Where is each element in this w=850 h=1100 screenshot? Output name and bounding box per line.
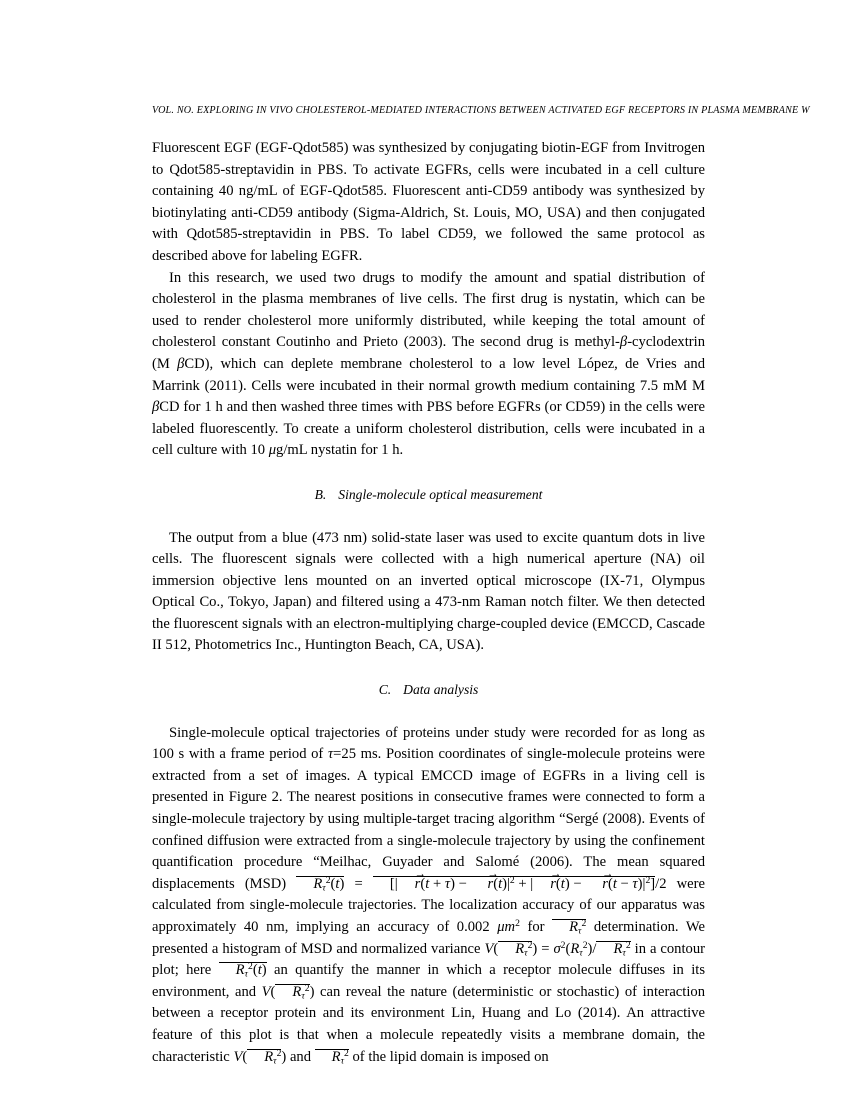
math-lparen: ( bbox=[565, 940, 571, 957]
msd-lhs bbox=[296, 876, 344, 892]
math-tau-sub: τ bbox=[579, 947, 583, 959]
text-column bbox=[152, 138, 705, 1068]
math-div-2: /2 bbox=[655, 875, 667, 892]
p2-text-5: g/mL nystatin for 1 h. bbox=[276, 442, 404, 459]
math-sigma: σ bbox=[553, 940, 561, 957]
math-t: t bbox=[560, 875, 565, 892]
math-tau-sub: τ bbox=[322, 882, 326, 894]
paragraph-optical-setup: The output from a blue (473 nm) solid-state laser was used to excite quantum dots in live cells. The fluorescent signals were collected with a high numerical aperture (NA) oil immersion objective lens mounted on an inverted optical microscope (IX-71, Olympus Optical Co., Tokyo, Japan) and filtered using a 473-nm Raman notch filter. We then detected the fluorescent signals with an electron-multiplying charge-coupled device (EMCCD, Cascade II 512, Photometrics Inc., Huntington Beach, CA, USA). bbox=[152, 529, 705, 654]
math-tau-sub: τ bbox=[244, 968, 248, 980]
math-lparen: ( bbox=[493, 940, 499, 957]
paragraph-data-analysis bbox=[152, 723, 705, 1069]
math-R: R bbox=[313, 875, 323, 892]
math-rparen: ) bbox=[339, 875, 345, 892]
math-R: R bbox=[331, 1048, 341, 1065]
math-rparen: ) bbox=[564, 875, 570, 892]
math-rparen: ) bbox=[637, 875, 643, 892]
math-V: V bbox=[261, 983, 271, 1000]
math-exp-2: 2 bbox=[625, 939, 631, 951]
math-vec-r: r → bbox=[585, 877, 608, 892]
math-exp-2: 2 bbox=[515, 918, 520, 929]
math-tau-sub: τ bbox=[622, 947, 626, 959]
p4-text-5: determination. We presented a histogram of MSD and normalized variance bbox=[152, 919, 705, 957]
math-t: t bbox=[612, 875, 617, 892]
math-V: V bbox=[484, 940, 494, 957]
section-b-title: Single-molecule optical measurement bbox=[338, 486, 543, 502]
beta-symbol: β bbox=[619, 334, 628, 351]
section-heading-c bbox=[152, 679, 705, 701]
math-V: V bbox=[233, 1048, 243, 1065]
math-exp-2: 2 bbox=[325, 874, 331, 886]
p4-text-10: of the lipid domain is imposed on bbox=[348, 1048, 549, 1065]
p4-text-8: can reveal the nature (deterministic or stochastic) of interaction between a receptor protein and its environment Lin, Huang and Lo (2014). An attractive feature of this plot is that when a molecule repeatedly visits a membrane domain, the characteristic bbox=[152, 983, 705, 1065]
math-plus: + bbox=[518, 875, 527, 892]
math-rparen: ) bbox=[309, 983, 315, 1000]
math-exp-2: 2 bbox=[509, 874, 515, 886]
math-abs: | bbox=[394, 875, 398, 892]
mu-m-squared bbox=[497, 919, 520, 935]
math-rparen: ) bbox=[450, 875, 455, 892]
msd-symbol bbox=[596, 941, 630, 957]
p2-text-3: CD), which can deplete membrane cholesterol to a low level López, de Vries and Marrink (2011). Cells were incubated in their normal growth medium containing 7.5 mM M bbox=[152, 355, 705, 394]
math-tau-sub: τ bbox=[273, 1055, 277, 1067]
beta-symbol: β bbox=[152, 399, 160, 416]
math-exp-2: 2 bbox=[645, 874, 651, 886]
paragraph-drug-treatment bbox=[152, 268, 705, 462]
math-exp-2: 2 bbox=[560, 939, 566, 951]
math-plus: + bbox=[432, 875, 442, 892]
p2-text-2: -cyclodextrin (M bbox=[152, 334, 705, 372]
math-tau: τ bbox=[632, 875, 638, 892]
math-exp-2: 2 bbox=[344, 1047, 349, 1059]
math-lparen: ( bbox=[270, 983, 276, 1000]
running-head: VOL. NO. EXPLORING IN VIVO CHOLESTEROL-MEDIATED INTERACTIONS BETWEEN ACTIVATED EGF RECEPTORS IN PLASMA MEMBRANE W bbox=[152, 105, 810, 116]
msd-symbol bbox=[552, 919, 586, 935]
msd-of-t-symbol bbox=[219, 962, 267, 978]
math-abs: | bbox=[530, 875, 534, 892]
mu-m-text: μm bbox=[497, 919, 516, 935]
msd-symbol bbox=[498, 941, 532, 957]
math-lparen: ( bbox=[252, 962, 258, 979]
math-lparen: ( bbox=[330, 875, 336, 892]
math-minus: − bbox=[458, 875, 467, 892]
tau-symbol: τ bbox=[327, 746, 334, 763]
math-lparen: ( bbox=[555, 875, 561, 892]
p4-text-2: =25 ms. Position coordinates of single-molecule proteins were extracted from a set of images. A typical EMCCD image of EGFRs in a living cell is presented in Figure 2. The nearest positions in consecutive frames were connected to form a single-molecule trajectory by using multiple-target tracing algorithm “Sergé (2008). Events of confined diffusion were extracted from a single-molecule trajectory by using the confinement quantification procedure “Meilhac, Guyader and Salomé (2006). The mean squared displacements (MSD) bbox=[152, 746, 705, 892]
math-R: R bbox=[569, 919, 579, 935]
math-minus: − bbox=[573, 875, 582, 892]
math-tau-sub: τ bbox=[524, 947, 528, 959]
math-R: R bbox=[292, 983, 302, 1000]
math-exp-2: 2 bbox=[582, 939, 588, 951]
math-rparen: ) bbox=[261, 962, 267, 979]
math-lbracket: [ bbox=[389, 875, 395, 892]
math-tau-sub: τ bbox=[301, 990, 305, 1002]
math-t: t bbox=[257, 962, 262, 979]
section-b-label: B. bbox=[314, 486, 327, 502]
spacer bbox=[152, 506, 705, 528]
math-rparen: ) bbox=[502, 875, 507, 892]
math-abs: | bbox=[507, 875, 510, 892]
msd-equation bbox=[296, 876, 666, 892]
math-t: t bbox=[425, 875, 430, 892]
msd-symbol bbox=[315, 1049, 349, 1065]
beta-symbol: β bbox=[177, 355, 185, 372]
math-vec-r: r → bbox=[471, 877, 494, 892]
paragraph-materials-labeling: Fluorescent EGF (EGF-Qdot585) was synthesized by conjugating biotin-EGF from Invitrogen to Qdot585-streptavidin in PBS. To activate EGFRs, cells were incubated in a cell culture containing 40 ng/mL of EGF-Qdot585. Fluorescent anti-CD59 antibody was synthesized by biotinylating anti-CD59 antibody (Sigma-Aldrich, St. Louis, MO, USA) and then conjugated with Qdot585-streptavidin in PBS. To label CD59, we followed the same protocol as described above for labeling EGFR. bbox=[152, 140, 705, 264]
math-vec-r: r → bbox=[398, 877, 421, 892]
math-R: R bbox=[613, 940, 623, 957]
mu-symbol: μ bbox=[268, 442, 277, 459]
variance-symbol bbox=[233, 1049, 286, 1065]
msd-symbol bbox=[247, 1049, 281, 1065]
p4-text-9: and bbox=[286, 1048, 315, 1065]
math-equals: = bbox=[354, 875, 363, 892]
math-tau-sub: τ bbox=[578, 925, 582, 937]
math-lparen: ( bbox=[420, 875, 426, 892]
section-c-title: Data analysis bbox=[403, 682, 479, 698]
p2-text-4: CD for 1 h and then washed three times with PBS before EGFRs (or CD59) in the cells were labeled fluorescently. To create a uniform cholesterol distribution, cells were incubated in a cell culture with 10 bbox=[152, 399, 705, 459]
math-equals: = bbox=[541, 940, 550, 957]
math-R: R bbox=[235, 962, 245, 979]
variance-symbol bbox=[484, 941, 537, 957]
math-exp-2: 2 bbox=[276, 1047, 282, 1059]
math-rbracket: ] bbox=[650, 875, 656, 892]
math-lparen: ( bbox=[242, 1048, 248, 1065]
spacer bbox=[152, 462, 705, 484]
math-exp-2: 2 bbox=[527, 939, 533, 951]
math-exp-2: 2 bbox=[304, 982, 310, 994]
math-slash: / bbox=[592, 940, 597, 957]
math-rparen: ) bbox=[281, 1048, 287, 1065]
math-lparen: ( bbox=[607, 875, 613, 892]
math-tau: τ bbox=[444, 875, 451, 892]
math-exp-2: 2 bbox=[581, 918, 587, 929]
p4-text-7: an quantify the manner in which a receptor molecule diffuses in its environment, and bbox=[152, 962, 705, 1000]
math-t: t bbox=[498, 875, 503, 892]
spacer bbox=[152, 657, 705, 679]
variance-definition bbox=[553, 941, 630, 957]
math-R: R bbox=[515, 940, 525, 957]
p4-text-4: for bbox=[519, 919, 553, 935]
math-rparen: ) bbox=[532, 940, 538, 957]
spacer bbox=[152, 701, 705, 723]
math-t: t bbox=[335, 875, 340, 892]
math-tau-sub: τ bbox=[340, 1055, 345, 1067]
math-R: R bbox=[570, 940, 580, 957]
p4-text-6: in a contour plot; here bbox=[152, 940, 705, 979]
variance-symbol bbox=[262, 984, 315, 1000]
msd-symbol bbox=[275, 984, 309, 1000]
msd-rhs bbox=[373, 876, 655, 892]
math-exp-2: 2 bbox=[248, 961, 253, 973]
math-rparen: ) bbox=[587, 940, 593, 957]
math-R: R bbox=[264, 1048, 274, 1065]
section-heading-b bbox=[152, 484, 705, 506]
section-c-label: C. bbox=[378, 682, 392, 698]
math-vec-r: r → bbox=[533, 877, 556, 892]
p2-text-1: In this research, we used two drugs to modify the amount and spatial distribution of cholesterol in the plasma membranes of live cells. The first drug is nystatin, which can be used to render cholesterol more uniformly distributed, while keeping the total amount of cholesterol constant Coutinho and Prieto (2003). The second drug is methyl- bbox=[152, 269, 705, 351]
math-abs: | bbox=[642, 875, 646, 892]
math-minus: − bbox=[620, 875, 629, 892]
math-lparen: ( bbox=[493, 875, 499, 892]
p4-text-3: were calculated from single-molecule trajectories. The localization accuracy of our apparatus was approximately 40 nm, implying an accuracy of 0.002 bbox=[152, 875, 705, 935]
p4-text-1: Single-molecule optical trajectories of proteins under study were recorded for as long as 100 s with a frame period of bbox=[152, 724, 705, 763]
